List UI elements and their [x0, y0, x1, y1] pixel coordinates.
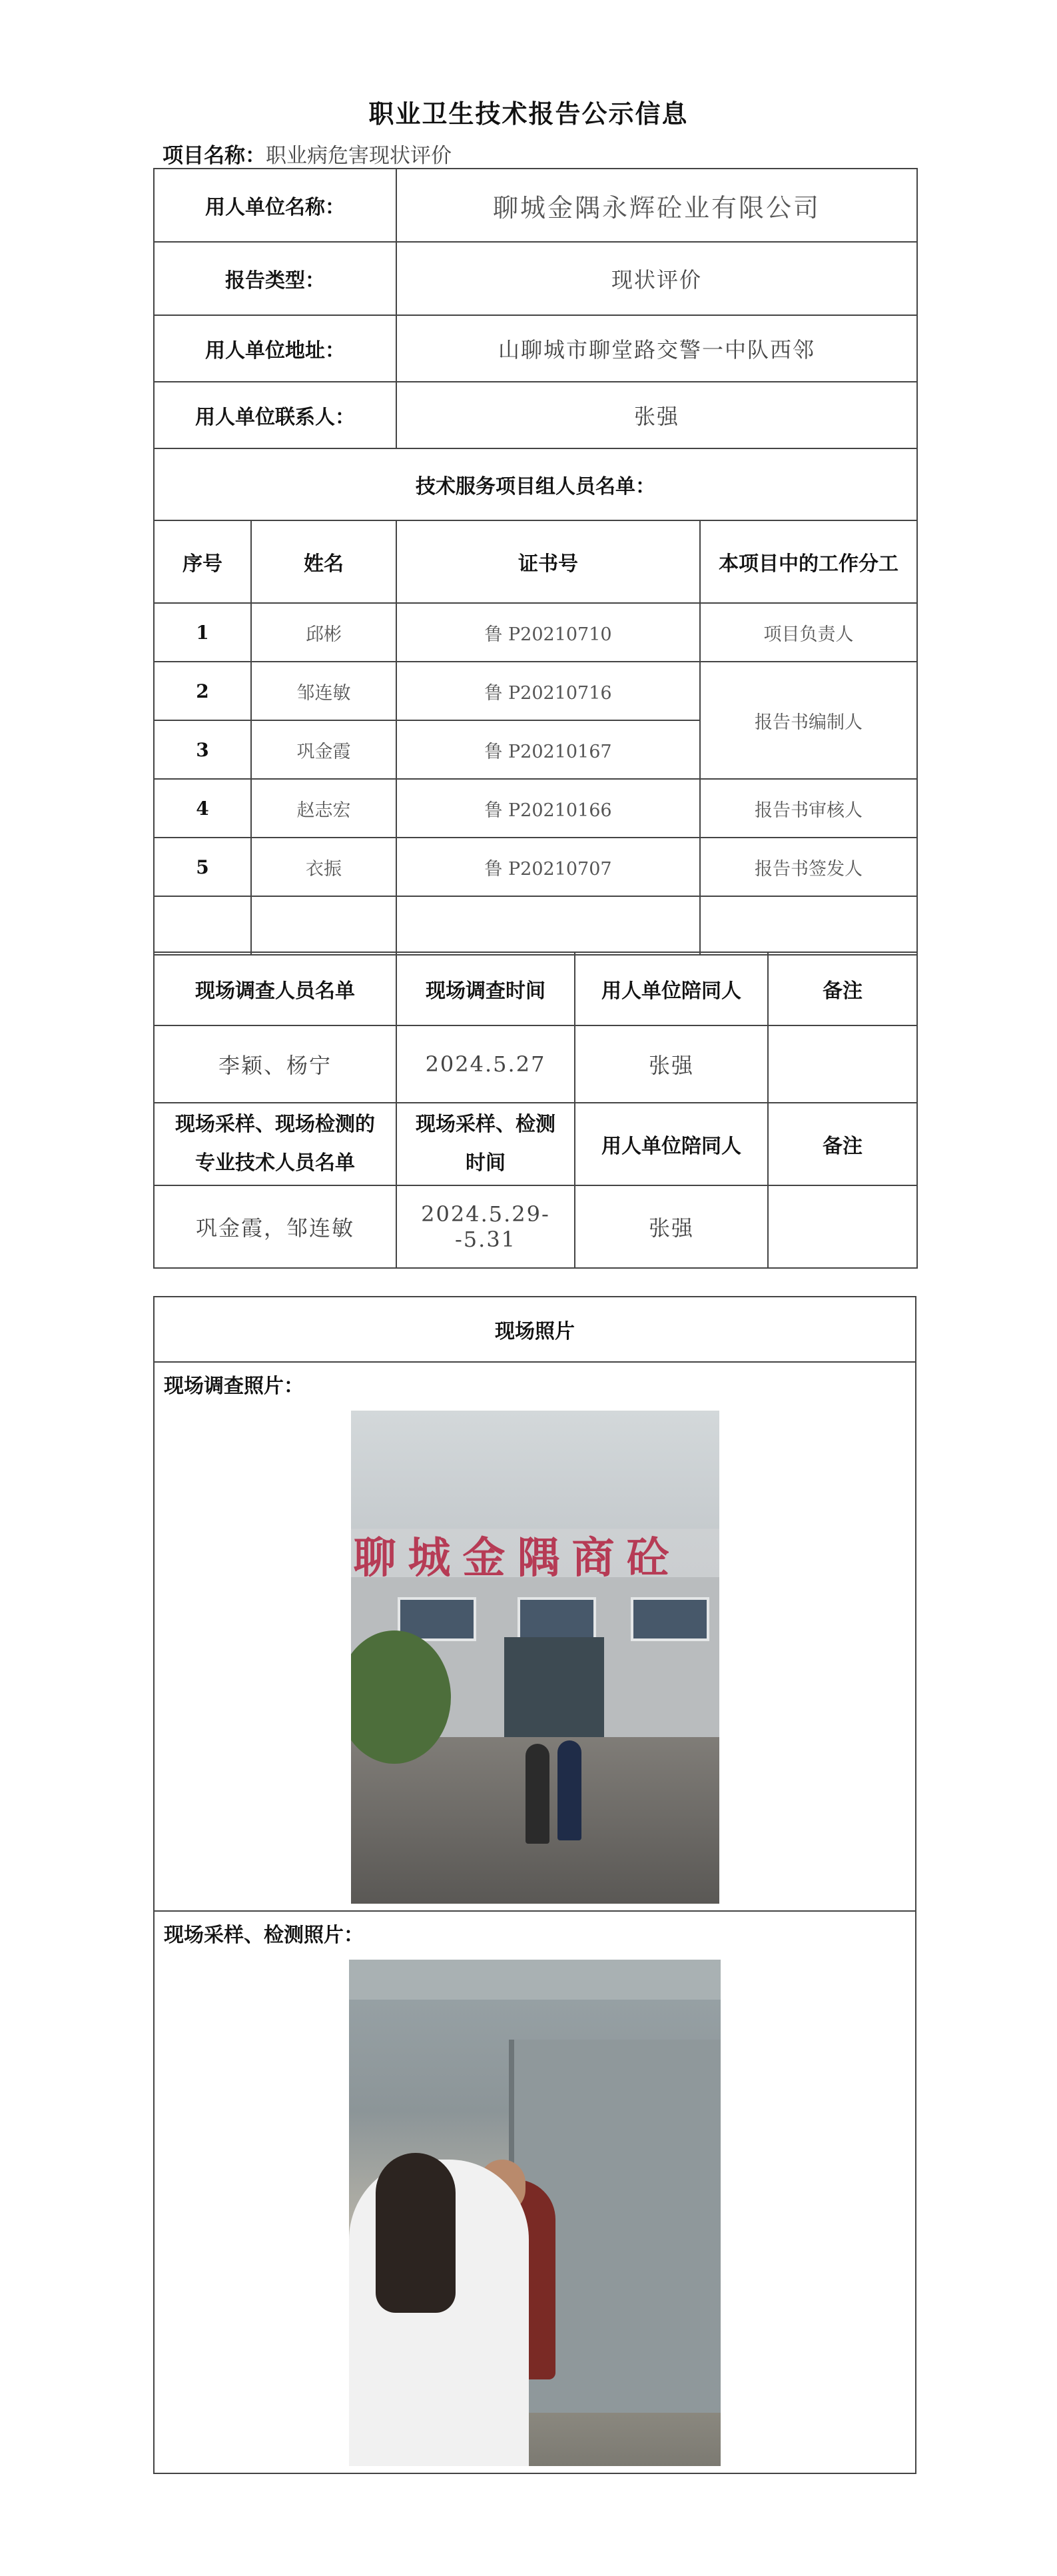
sampling-people: 巩金霞，邹连敏 [154, 1185, 396, 1268]
company-contact: 张强 [396, 382, 917, 448]
info-label: 报告类型： [154, 242, 396, 315]
sampling-note [768, 1185, 917, 1268]
col-header: 姓名 [251, 520, 396, 603]
sampling-photo-label: 现场采样、检测照片： [164, 1924, 364, 1947]
member-cert: 鲁 P20210167 [396, 720, 700, 779]
survey-header-row [154, 952, 917, 1025]
photos-table [153, 1296, 916, 2474]
team-heading-row [154, 448, 917, 520]
info-row-name [154, 169, 917, 242]
col-header: 用人单位陪同人 [575, 952, 768, 1025]
survey-row [154, 1025, 917, 1103]
survey-people: 李颖、杨宁 [154, 1025, 396, 1103]
member-cert: 鲁 P20210707 [396, 838, 700, 896]
info-label: 用人单位地址： [154, 315, 396, 382]
row-number: 4 [154, 779, 251, 838]
info-row-address [154, 315, 917, 382]
photo-cell [154, 1362, 916, 1911]
col-header: 现场调查人员名单 [154, 952, 396, 1025]
company-name: 聊城金隅永辉砼业有限公司 [396, 169, 917, 242]
col-header: 备注 [768, 1103, 917, 1185]
member-role: 报告书签发人 [700, 838, 917, 896]
photo-inspector-hair [376, 2153, 456, 2313]
sampling-photo [349, 1960, 721, 2466]
team-heading: 技术服务项目组人员名单： [154, 448, 917, 520]
member-role: 报告书审核人 [700, 779, 917, 838]
survey-note [768, 1025, 917, 1103]
photo-person [526, 1744, 549, 1844]
photo-row-sampling [154, 1911, 916, 2473]
member-cert: 鲁 P20210710 [396, 603, 700, 662]
photos-heading-row [154, 1297, 916, 1362]
sampling-people-header-l1: 现场采样、现场检测的 [175, 1113, 375, 1136]
project-line [163, 139, 452, 169]
project-value: 职业病危害现状评价 [266, 144, 452, 168]
member-cert: 鲁 P20210716 [396, 662, 700, 720]
row-number: 5 [154, 838, 251, 896]
member-name: 衣振 [251, 838, 396, 896]
photos-heading: 现场照片 [154, 1297, 916, 1362]
photo-row-survey [154, 1362, 916, 1911]
sampling-time: 2024.5.29--5.31 [396, 1185, 575, 1268]
sampling-row [154, 1185, 917, 1268]
sampling-time-header-l1: 现场采样、检测 [416, 1113, 555, 1136]
photo-window [518, 1597, 596, 1641]
photo-cell [154, 1911, 916, 2473]
member-name: 邹连敏 [251, 662, 396, 720]
sampling-header-row [154, 1103, 917, 1185]
member-name: 巩金霞 [251, 720, 396, 779]
col-header [154, 1103, 396, 1185]
empty-cell [154, 896, 251, 955]
col-header: 现场调查时间 [396, 952, 575, 1025]
col-header: 本项目中的工作分工 [700, 520, 917, 603]
sampling-time-header-l2: 时间 [466, 1151, 506, 1175]
survey-photo-label: 现场调查照片： [164, 1375, 304, 1398]
survey-table [153, 952, 918, 1269]
empty-cell [251, 896, 396, 955]
survey-time: 2024.5.27 [396, 1025, 575, 1103]
survey-companion: 张强 [575, 1025, 768, 1103]
photo-door [504, 1637, 604, 1737]
photo-person [557, 1740, 581, 1840]
photo-pipe [349, 1960, 721, 2000]
col-header: 序号 [154, 520, 251, 603]
sampling-people-header-l2: 专业技术人员名单 [195, 1151, 355, 1175]
col-header [396, 1103, 575, 1185]
project-label: 项目名称： [163, 144, 266, 168]
report-type: 现状评价 [396, 242, 917, 315]
info-table [153, 168, 918, 956]
member-role: 报告书编制人 [700, 662, 917, 779]
table-row [154, 779, 917, 838]
empty-cell [700, 896, 917, 955]
member-name: 赵志宏 [251, 779, 396, 838]
team-header-row [154, 520, 917, 603]
photo-sign-text: 聊城金隅商砼 [353, 1534, 681, 1583]
member-name: 邱彬 [251, 603, 396, 662]
row-number: 2 [154, 662, 251, 720]
company-address: 山聊城市聊堂路交警一中队西邻 [396, 315, 917, 382]
table-row-empty [154, 896, 917, 955]
member-cert: 鲁 P20210166 [396, 779, 700, 838]
info-row-type [154, 242, 917, 315]
info-label: 用人单位名称： [154, 169, 396, 242]
empty-cell [396, 896, 700, 955]
col-header: 用人单位陪同人 [575, 1103, 768, 1185]
table-row [154, 838, 917, 896]
row-number: 1 [154, 603, 251, 662]
row-number: 3 [154, 720, 251, 779]
info-label: 用人单位联系人： [154, 382, 396, 448]
page-title: 职业卫生技术报告公示信息 [368, 99, 689, 129]
survey-photo [351, 1411, 719, 1904]
info-row-contact [154, 382, 917, 448]
member-role: 项目负责人 [700, 603, 917, 662]
photo-window [631, 1597, 709, 1641]
table-row [154, 603, 917, 662]
table-row [154, 662, 917, 720]
col-header: 证书号 [396, 520, 700, 603]
sampling-companion: 张强 [575, 1185, 768, 1268]
col-header: 备注 [768, 952, 917, 1025]
